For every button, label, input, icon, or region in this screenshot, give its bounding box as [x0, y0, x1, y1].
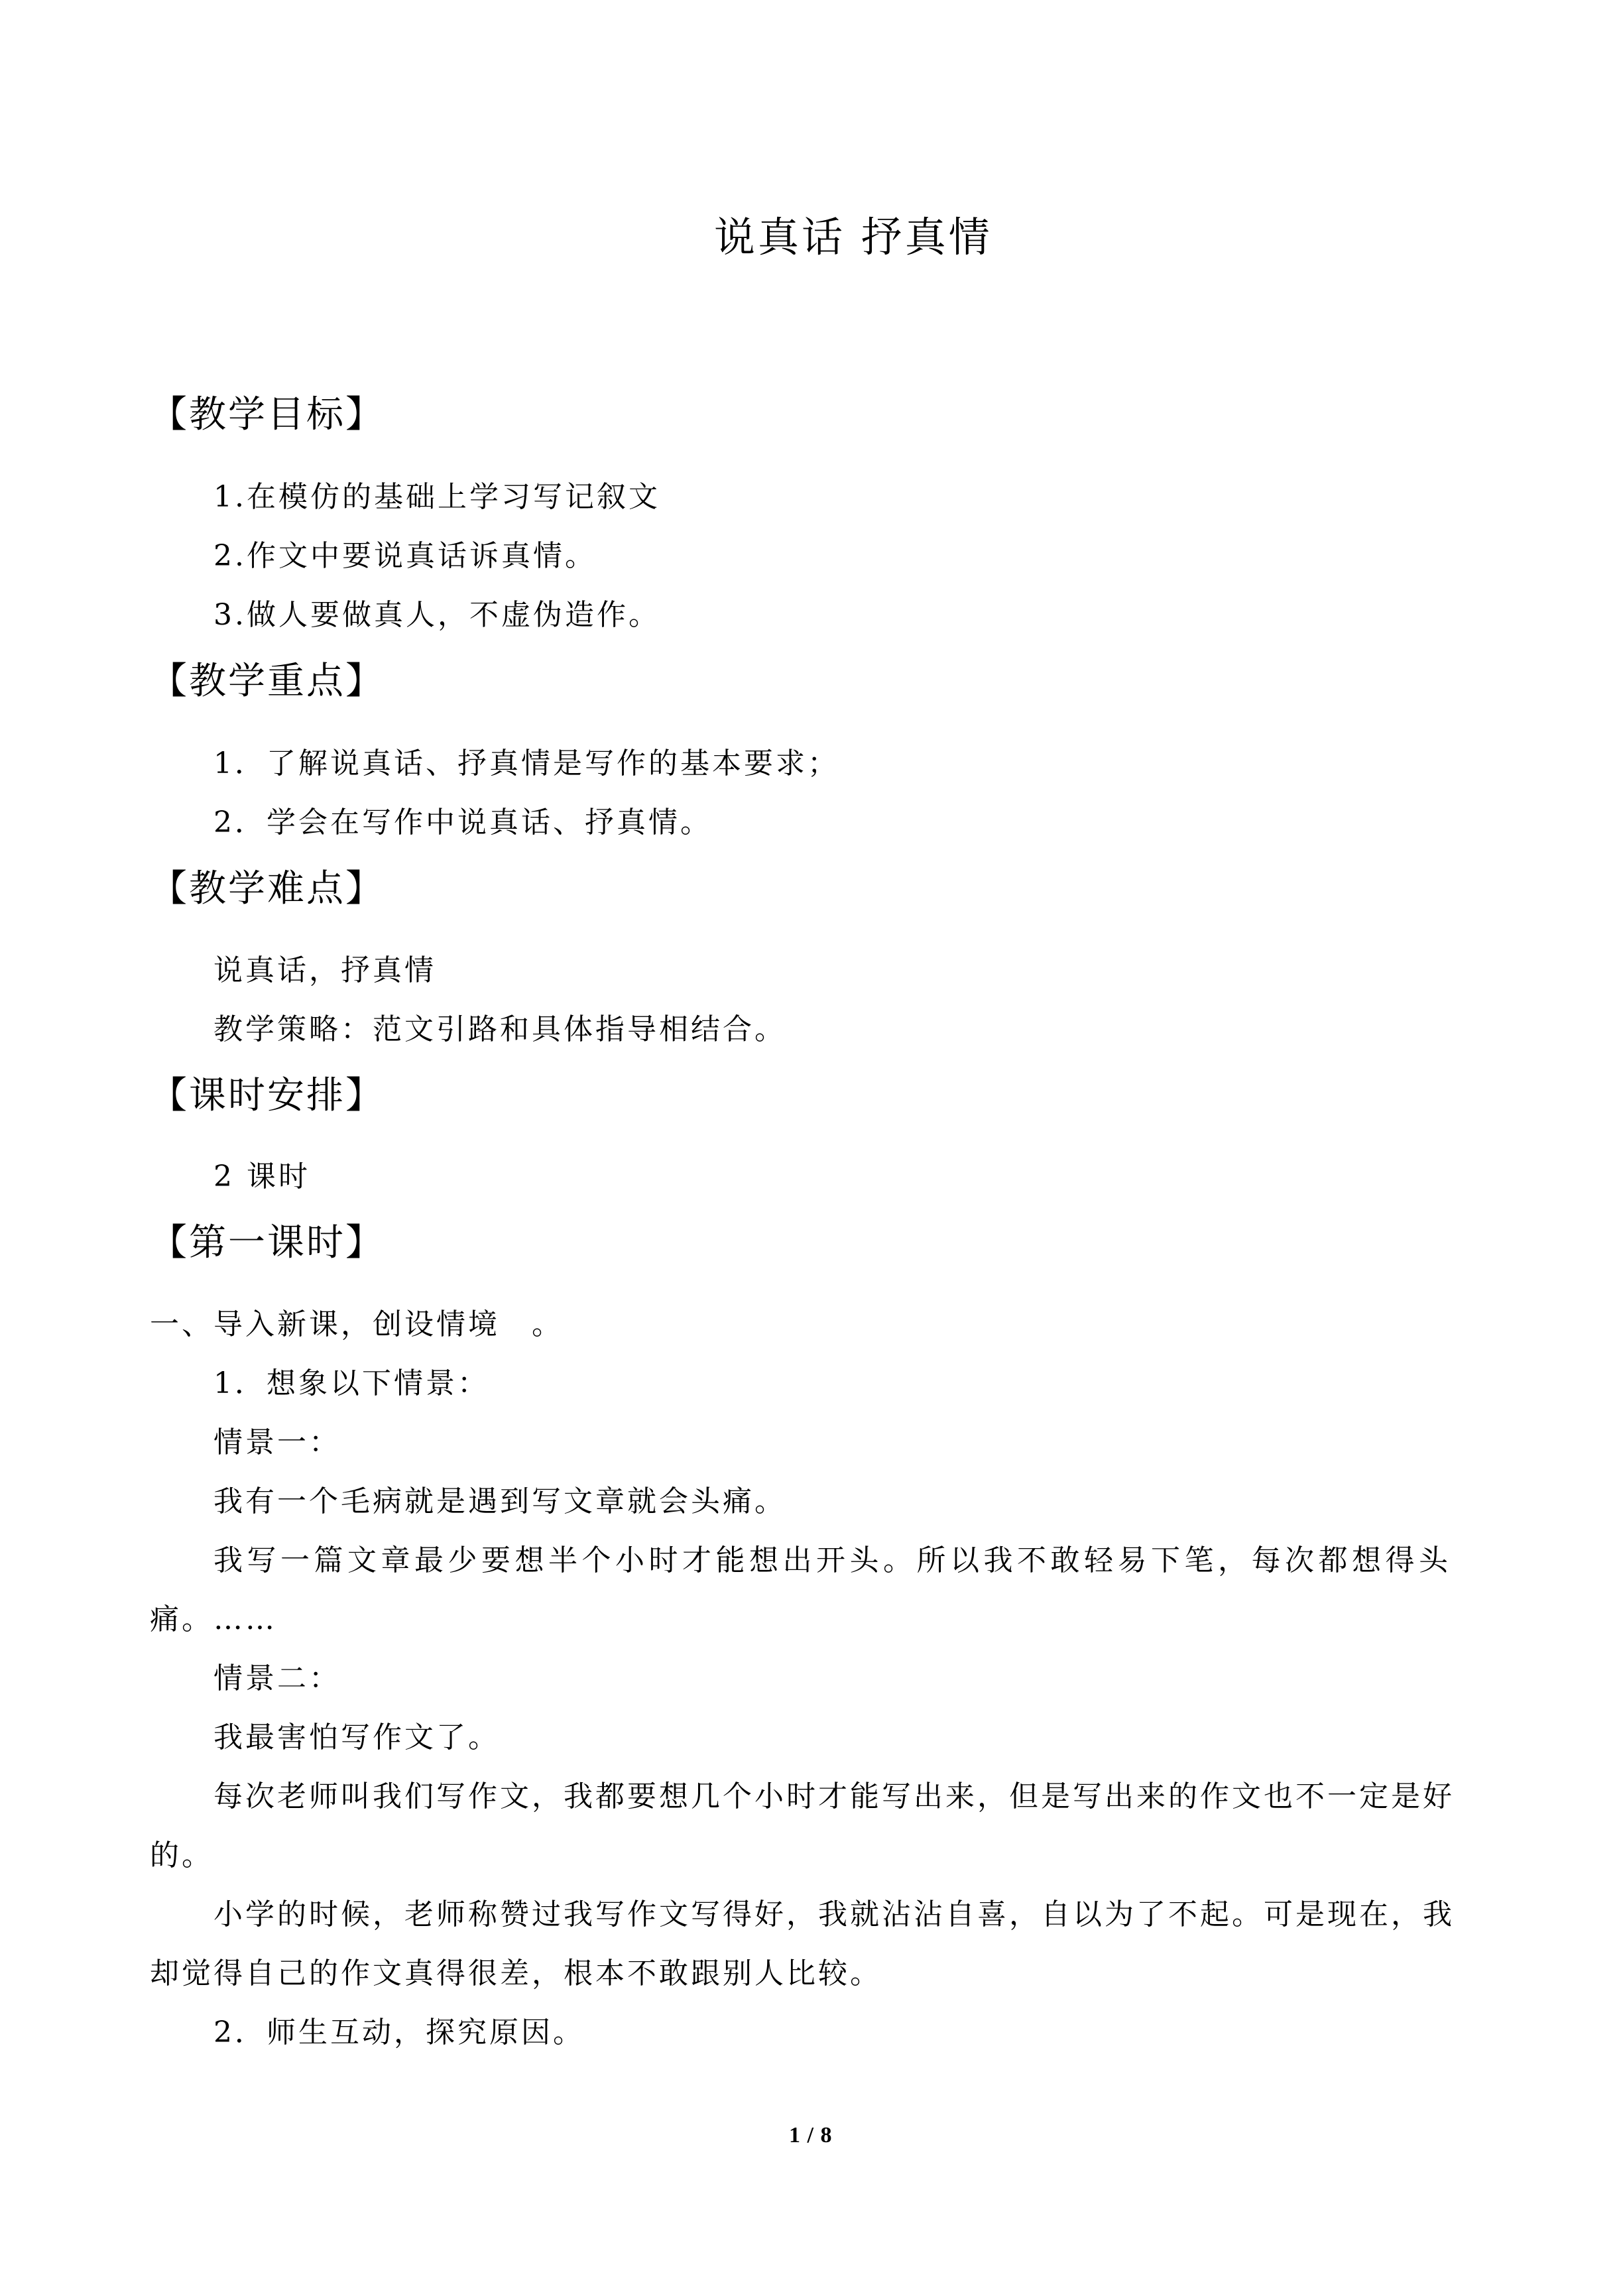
lesson-substep-2: 2．师生互动，探究原因。 [213, 2016, 585, 2049]
document-title: 说真话 抒真情 [714, 213, 992, 261]
scenario-2-label: 情景二： [213, 1662, 341, 1695]
lesson-substep-1: 1．想象以下情景： [213, 1366, 489, 1400]
schedule-text: 2 课时 [213, 1160, 310, 1193]
goal-item-1: 1.在模仿的基础上学习写记叙文 [213, 480, 660, 514]
scenario-2-para-1: 我最害怕写作文了。 [213, 1721, 500, 1754]
scenario-1-label: 情景一： [213, 1425, 341, 1459]
lesson-step-1: 一、导入新课，创设情境 。 [150, 1307, 564, 1341]
page-number: 1 / 8 [789, 2123, 833, 2147]
key-point-2: 2．学会在写作中说真话、抒真情。 [213, 806, 712, 839]
goal-item-2: 2.作文中要说真话诉真情。 [213, 539, 597, 573]
key-point-1: 1．了解说真话、抒真情是写作的基本要求； [213, 747, 839, 780]
difficulty-text: 说真话，抒真情 [213, 953, 436, 987]
section-heading-key-points: 【教学重点】 [150, 660, 385, 703]
goal-item-3: 3.做人要做真人，不虚伪造作。 [213, 598, 660, 632]
scenario-1-para-2: 我写一篇文章最少要想半个小时才能想出开头。所以我不敢轻易下笔，每次都想得头 [213, 1543, 1453, 1577]
scenario-2-para-2-cont: 的。 [150, 1839, 213, 1872]
scenario-2-para-2: 每次老师叫我们写作文，我都要想几个小时才能写出来，但是写出来的作文也不一定是好 [213, 1780, 1455, 1813]
scenario-2-para-3: 小学的时候，老师称赞过我写作文写得好，我就沾沾自喜，自以为了不起。可是现在，我 [213, 1898, 1455, 1931]
scenario-1-para-2-cont: 痛。…… [150, 1602, 277, 1636]
section-heading-schedule: 【课时安排】 [150, 1074, 385, 1117]
scenario-2-para-3-cont: 却觉得自己的作文真得很差，根本不敢跟别人比较。 [150, 1957, 882, 1990]
teaching-strategy: 教学策略：范文引路和具体指导相结合。 [213, 1012, 786, 1046]
scenario-1-para-1: 我有一个毛病就是遇到写文章就会头痛。 [213, 1484, 786, 1518]
section-heading-difficulties: 【教学难点】 [150, 867, 385, 910]
section-heading-first-lesson: 【第一课时】 [150, 1221, 385, 1264]
section-heading-teaching-goals: 【教学目标】 [150, 393, 385, 436]
